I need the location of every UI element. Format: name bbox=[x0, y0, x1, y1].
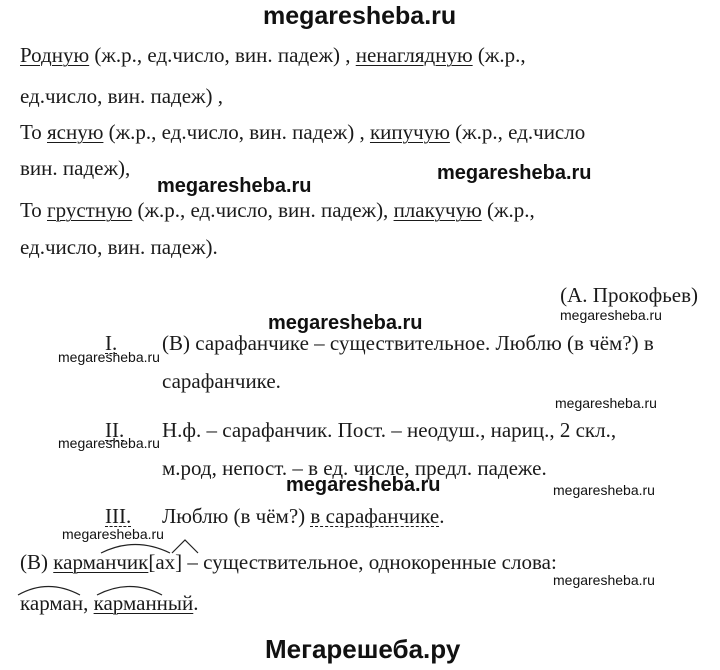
underlined-word: грустную bbox=[47, 198, 133, 222]
text-line: вин. падеж), bbox=[20, 156, 131, 180]
underlined-word: кипучую bbox=[369, 120, 450, 144]
dashed-underlined-phrase: в сарафанчике bbox=[310, 504, 440, 528]
watermark-bold: megaresheba.ru bbox=[437, 162, 592, 184]
section-text: (В) сарафанчике – существительное. Люблю (в чём?) в bbox=[162, 331, 654, 355]
watermark-bold: megaresheba.ru bbox=[268, 312, 423, 334]
morpheme-line: (В) карманчик[ах] – существительное, однокоренные слова: bbox=[20, 550, 557, 574]
related-words-line: карман, карманный. bbox=[20, 591, 199, 615]
text-line: ед.число, вин. падеж). bbox=[20, 235, 218, 259]
section-text: Люблю (в чём?) в сарафанчике. bbox=[162, 504, 445, 528]
watermark-small: megaresheba.ru bbox=[553, 482, 655, 498]
root-arc bbox=[101, 545, 170, 554]
watermark-small: megaresheba.ru bbox=[555, 395, 657, 411]
watermark-small: megaresheba.ru bbox=[553, 572, 655, 588]
suffix-mark bbox=[172, 540, 198, 553]
section-text: м.род, непост. – в ед. числе, предл. падеже. bbox=[162, 456, 547, 480]
author: (А. Прокофьев) bbox=[560, 283, 698, 307]
morpheme-word: карманчик bbox=[53, 550, 149, 574]
text-line: То грустную (ж.р., ед.число, вин. падеж), плакучую (ж.р., bbox=[20, 198, 535, 222]
text-line: Родную (ж.р., ед.число, вин. падеж) , ненаглядную (ж.р., bbox=[20, 43, 526, 67]
watermark-small: megaresheba.ru bbox=[58, 435, 160, 451]
related-word: карманный bbox=[93, 591, 194, 615]
underlined-word: плакучую bbox=[393, 198, 482, 222]
watermark-small: megaresheba.ru bbox=[58, 349, 160, 365]
watermark-top: megaresheba.ru bbox=[263, 2, 457, 30]
section-text: сарафанчике. bbox=[162, 369, 281, 393]
section-number: II. bbox=[105, 418, 125, 442]
morpheme-ending: [ах] bbox=[148, 550, 183, 574]
underlined-word: ненаглядную bbox=[355, 43, 473, 67]
section-text: Н.ф. – сарафанчик. Пост. – неодуш., нариц., 2 скл., bbox=[162, 418, 617, 442]
related-word: карман bbox=[20, 591, 84, 615]
underlined-word: Родную bbox=[20, 43, 90, 67]
text-line: ед.число, вин. падеж) , bbox=[20, 84, 224, 108]
watermark-bold: megaresheba.ru bbox=[157, 175, 312, 197]
root-arc bbox=[18, 587, 80, 596]
text-line: То ясную (ж.р., ед.число, вин. падеж) , кипучую (ж.р., ед.число bbox=[20, 120, 586, 144]
watermark-small: megaresheba.ru bbox=[62, 526, 164, 542]
watermark-bold: megaresheba.ru bbox=[286, 474, 441, 496]
watermark-bottom: Мегарешеба.ру bbox=[265, 634, 461, 664]
section-number: I. bbox=[105, 331, 118, 355]
underlined-word: ясную bbox=[47, 120, 104, 144]
root-arc bbox=[97, 587, 162, 596]
section-number: III. bbox=[105, 504, 132, 528]
watermark-small: megaresheba.ru bbox=[560, 307, 662, 323]
